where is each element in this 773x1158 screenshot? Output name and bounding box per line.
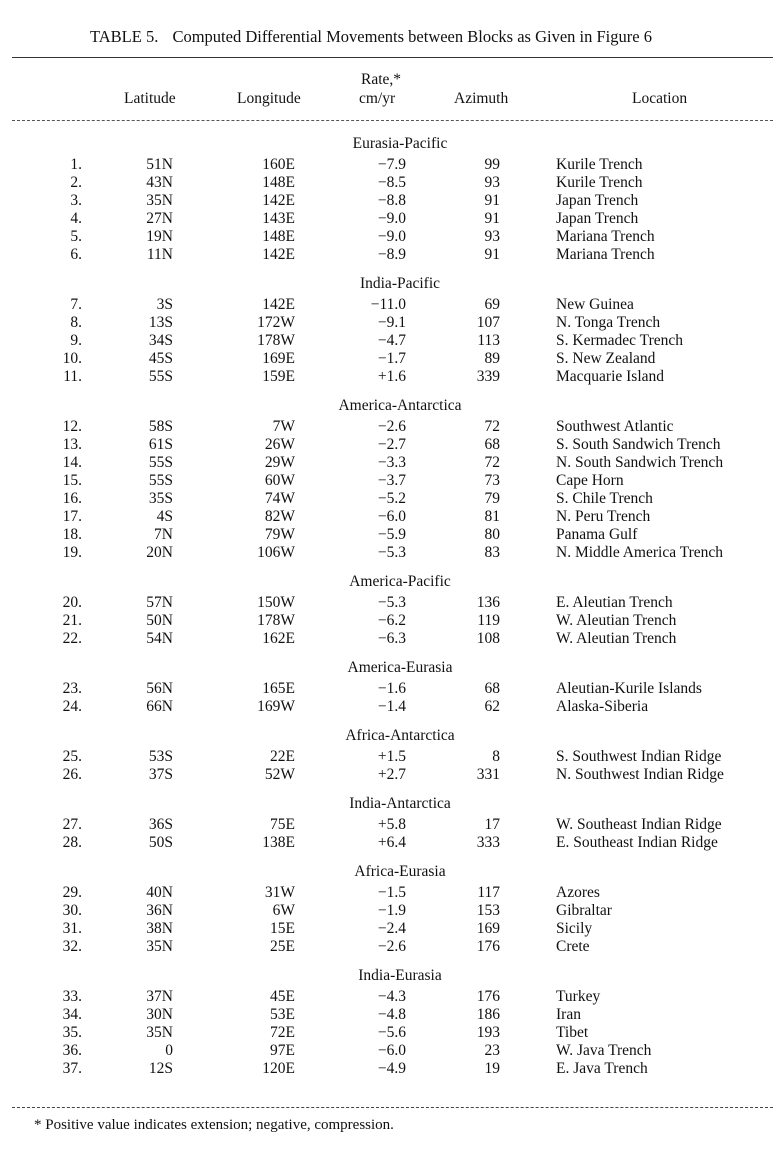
azimuth-cell: 72 <box>484 454 500 471</box>
azimuth-cell: 193 <box>476 1024 500 1041</box>
table-row <box>0 350 773 368</box>
latitude-cell: 0 <box>165 1042 173 1059</box>
table-row <box>0 490 773 508</box>
group-heading-label: India-Eurasia <box>358 967 442 984</box>
table-row <box>0 296 773 314</box>
longitude-cell: 162E <box>262 630 295 647</box>
longitude-cell: 60W <box>264 472 295 489</box>
row-number: 13. <box>62 436 82 453</box>
table-row <box>0 418 773 436</box>
longitude-cell: 150W <box>257 594 295 611</box>
azimuth-cell: 93 <box>484 228 500 245</box>
longitude-cell: 142E <box>262 296 295 313</box>
table-row <box>0 332 773 350</box>
longitude-cell: 79W <box>264 526 295 543</box>
row-number: 30. <box>62 902 82 919</box>
azimuth-cell: 93 <box>484 174 500 191</box>
row-number: 35. <box>62 1024 82 1041</box>
azimuth-cell: 108 <box>476 630 500 647</box>
latitude-cell: 37N <box>146 988 173 1005</box>
azimuth-cell: 186 <box>476 1006 500 1023</box>
group-heading-label: Africa-Eurasia <box>354 863 446 880</box>
rate-cell: −4.9 <box>377 1060 406 1077</box>
table-row <box>0 544 773 562</box>
location-cell: Kurile Trench <box>556 174 643 191</box>
latitude-cell: 19N <box>146 228 173 245</box>
location-cell: W. Aleutian Trench <box>556 630 677 647</box>
location-cell: S. Chile Trench <box>556 490 653 507</box>
header-rule <box>12 120 773 121</box>
rate-cell: −5.2 <box>377 490 406 507</box>
rate-cell: −3.3 <box>377 454 406 471</box>
table-row <box>0 920 773 938</box>
longitude-cell: 106W <box>257 544 295 561</box>
longitude-cell: 138E <box>262 834 295 851</box>
azimuth-cell: 83 <box>484 544 500 561</box>
latitude-cell: 36S <box>148 816 173 833</box>
latitude-cell: 35N <box>146 1024 173 1041</box>
location-cell: Macquarie Island <box>556 368 665 385</box>
azimuth-cell: 99 <box>484 156 500 173</box>
table-row <box>0 368 773 386</box>
rate-cell: −5.9 <box>377 526 406 543</box>
footnote: * Positive value indicates extension; negative, compression. <box>34 1117 394 1133</box>
table-row <box>0 884 773 902</box>
latitude-cell: 56N <box>146 680 173 697</box>
location-cell: N. South Sandwich Trench <box>556 454 724 471</box>
group-heading <box>0 658 773 680</box>
rate-cell: −4.7 <box>377 332 406 349</box>
rate-cell: −7.9 <box>377 156 406 173</box>
rate-cell: +6.4 <box>377 834 406 851</box>
longitude-cell: 6W <box>272 902 295 919</box>
row-number: 19. <box>62 544 82 561</box>
azimuth-cell: 91 <box>484 246 500 263</box>
azimuth-cell: 68 <box>484 680 500 697</box>
group-spacer <box>0 648 773 658</box>
location-cell: S. South Sandwich Trench <box>556 436 721 453</box>
longitude-cell: 142E <box>262 192 295 209</box>
location-cell: W. Aleutian Trench <box>556 612 677 629</box>
group-spacer <box>0 956 773 966</box>
row-number: 32. <box>62 938 82 955</box>
location-cell: Alaska-Siberia <box>556 698 649 715</box>
row-number: 23. <box>62 680 82 697</box>
latitude-cell: 61S <box>148 436 173 453</box>
azimuth-cell: 117 <box>477 884 500 901</box>
longitude-cell: 7W <box>272 418 295 435</box>
azimuth-cell: 331 <box>476 766 500 783</box>
rate-cell: −4.8 <box>377 1006 406 1023</box>
latitude-cell: 3S <box>156 296 173 313</box>
table-row <box>0 748 773 766</box>
table-row <box>0 1006 773 1024</box>
table-row <box>0 816 773 834</box>
row-number: 36. <box>62 1042 82 1059</box>
location-cell: W. Southeast Indian Ridge <box>556 816 722 833</box>
table-row <box>0 988 773 1006</box>
rate-cell: −9.0 <box>377 210 406 227</box>
group-heading-label: Africa-Antarctica <box>345 727 455 744</box>
latitude-cell: 58S <box>148 418 173 435</box>
row-number: 28. <box>62 834 82 851</box>
location-cell: Mariana Trench <box>556 246 655 263</box>
table-label: TABLE 5. <box>90 27 159 46</box>
header-rate: Rate,* <box>361 71 402 88</box>
location-cell: Tibet <box>556 1024 589 1041</box>
location-cell: Gibraltar <box>556 902 612 919</box>
group-heading <box>0 396 773 418</box>
table-row <box>0 174 773 192</box>
rate-cell: −9.0 <box>377 228 406 245</box>
group-spacer <box>0 562 773 572</box>
rate-cell: −1.7 <box>377 350 406 367</box>
location-cell: N. Middle America Trench <box>556 544 724 561</box>
row-number: 21. <box>62 612 82 629</box>
azimuth-cell: 136 <box>476 594 500 611</box>
location-cell: Crete <box>556 938 590 955</box>
row-number: 24. <box>62 698 82 715</box>
longitude-cell: 142E <box>262 246 295 263</box>
table-row <box>0 1060 773 1078</box>
rate-cell: −6.0 <box>377 508 406 525</box>
location-cell: Mariana Trench <box>556 228 655 245</box>
longitude-cell: 148E <box>262 174 295 191</box>
azimuth-cell: 19 <box>484 1060 500 1077</box>
header-longitude: Longitude <box>237 90 301 107</box>
table-row <box>0 472 773 490</box>
table-row <box>0 902 773 920</box>
azimuth-cell: 176 <box>476 988 500 1005</box>
table-row <box>0 210 773 228</box>
longitude-cell: 165E <box>262 680 295 697</box>
rate-cell: −3.7 <box>377 472 406 489</box>
longitude-cell: 172W <box>257 314 295 331</box>
latitude-cell: 11N <box>146 246 173 263</box>
group-heading-label: Eurasia-Pacific <box>352 135 448 152</box>
azimuth-cell: 113 <box>477 332 500 349</box>
row-number: 9. <box>70 332 82 349</box>
row-number: 11. <box>63 368 82 385</box>
group-heading-label: America-Antarctica <box>338 397 462 414</box>
group-spacer <box>0 784 773 794</box>
table-row <box>0 766 773 784</box>
azimuth-cell: 176 <box>476 938 500 955</box>
table-row <box>0 314 773 332</box>
azimuth-cell: 153 <box>476 902 500 919</box>
location-cell: N. Southwest Indian Ridge <box>556 766 724 783</box>
azimuth-cell: 23 <box>484 1042 500 1059</box>
table-row <box>0 156 773 174</box>
table-row <box>0 1024 773 1042</box>
azimuth-cell: 339 <box>476 368 500 385</box>
table-row <box>0 228 773 246</box>
row-number: 37. <box>62 1060 82 1077</box>
azimuth-cell: 333 <box>476 834 500 851</box>
azimuth-cell: 68 <box>484 436 500 453</box>
row-number: 4. <box>70 210 82 227</box>
location-cell: New Guinea <box>556 296 634 313</box>
rate-cell: +1.6 <box>377 368 406 385</box>
latitude-cell: 57N <box>146 594 173 611</box>
row-number: 34. <box>62 1006 82 1023</box>
group-heading-label: India-Pacific <box>359 275 441 292</box>
longitude-cell: 72E <box>270 1024 295 1041</box>
table-row <box>0 1042 773 1060</box>
location-cell: S. Kermadec Trench <box>556 332 683 349</box>
latitude-cell: 55S <box>148 454 173 471</box>
location-cell: Azores <box>556 884 600 901</box>
latitude-cell: 66N <box>146 698 173 715</box>
rate-cell: −9.1 <box>377 314 406 331</box>
location-cell: E. Aleutian Trench <box>556 594 673 611</box>
row-number: 6. <box>70 246 82 263</box>
row-number: 25. <box>62 748 82 765</box>
longitude-cell: 15E <box>270 920 295 937</box>
latitude-cell: 43N <box>146 174 173 191</box>
row-number: 8. <box>70 314 82 331</box>
latitude-cell: 54N <box>146 630 173 647</box>
group-heading <box>0 862 773 884</box>
azimuth-cell: 8 <box>492 748 500 765</box>
table-row <box>0 834 773 852</box>
location-cell: Southwest Atlantic <box>556 418 674 435</box>
latitude-cell: 55S <box>148 472 173 489</box>
rate-cell: −2.7 <box>377 436 406 453</box>
location-cell: N. Peru Trench <box>556 508 651 525</box>
latitude-cell: 55S <box>148 368 173 385</box>
row-number: 20. <box>62 594 82 611</box>
latitude-cell: 12S <box>148 1060 173 1077</box>
table-row <box>0 246 773 264</box>
longitude-cell: 178W <box>257 612 295 629</box>
row-number: 26. <box>62 766 82 783</box>
row-number: 14. <box>62 454 82 471</box>
rate-cell: −11.0 <box>370 296 406 313</box>
header-latitude: Latitude <box>124 90 176 107</box>
rate-cell: −2.6 <box>377 938 406 955</box>
rate-cell: −2.6 <box>377 418 406 435</box>
row-number: 29. <box>62 884 82 901</box>
location-cell: N. Tonga Trench <box>556 314 661 331</box>
longitude-cell: 169E <box>262 350 295 367</box>
group-heading <box>0 726 773 748</box>
longitude-cell: 52W <box>264 766 295 783</box>
row-number: 7. <box>70 296 82 313</box>
row-number: 10. <box>62 350 82 367</box>
location-cell: E. Southeast Indian Ridge <box>556 834 718 851</box>
longitude-cell: 148E <box>262 228 295 245</box>
rate-cell: −1.5 <box>377 884 406 901</box>
rate-cell: −8.8 <box>377 192 406 209</box>
row-number: 22. <box>62 630 82 647</box>
row-number: 12. <box>62 418 82 435</box>
row-number: 18. <box>62 526 82 543</box>
rate-cell: −5.3 <box>377 594 406 611</box>
row-number: 5. <box>70 228 82 245</box>
rate-cell: −1.4 <box>377 698 406 715</box>
longitude-cell: 26W <box>264 436 295 453</box>
rate-cell: −8.9 <box>377 246 406 263</box>
longitude-cell: 25E <box>270 938 295 955</box>
rate-cell: −8.5 <box>377 174 406 191</box>
group-heading <box>0 794 773 816</box>
azimuth-cell: 91 <box>484 192 500 209</box>
location-cell: E. Java Trench <box>556 1060 648 1077</box>
azimuth-cell: 62 <box>484 698 500 715</box>
table-row <box>0 192 773 210</box>
longitude-cell: 178W <box>257 332 295 349</box>
longitude-cell: 82W <box>264 508 295 525</box>
group-spacer <box>0 852 773 862</box>
group-spacer <box>0 264 773 274</box>
azimuth-cell: 69 <box>484 296 500 313</box>
latitude-cell: 30N <box>146 1006 173 1023</box>
latitude-cell: 51N <box>146 156 173 173</box>
location-cell: S. New Zealand <box>556 350 656 367</box>
table-row <box>0 508 773 526</box>
latitude-cell: 13S <box>148 314 173 331</box>
azimuth-cell: 79 <box>484 490 500 507</box>
location-cell: W. Java Trench <box>556 1042 652 1059</box>
group-heading <box>0 134 773 156</box>
location-cell: Aleutian-Kurile Islands <box>556 680 702 697</box>
longitude-cell: 53E <box>270 1006 295 1023</box>
azimuth-cell: 17 <box>484 816 500 833</box>
row-number: 33. <box>62 988 82 1005</box>
row-number: 3. <box>70 192 82 209</box>
group-heading-label: India-Antarctica <box>349 795 451 812</box>
latitude-cell: 45S <box>148 350 173 367</box>
rate-cell: +5.8 <box>377 816 406 833</box>
azimuth-cell: 91 <box>484 210 500 227</box>
azimuth-cell: 81 <box>484 508 500 525</box>
table-row <box>0 454 773 472</box>
table-row <box>0 612 773 630</box>
rate-cell: −5.6 <box>377 1024 406 1041</box>
location-cell: Kurile Trench <box>556 156 643 173</box>
latitude-cell: 40N <box>146 884 173 901</box>
latitude-cell: 35N <box>146 192 173 209</box>
rate-cell: −6.2 <box>377 612 406 629</box>
latitude-cell: 34S <box>148 332 173 349</box>
latitude-cell: 35S <box>148 490 173 507</box>
top-rule <box>12 57 773 58</box>
azimuth-cell: 89 <box>484 350 500 367</box>
row-number: 2. <box>70 174 82 191</box>
latitude-cell: 53S <box>148 748 173 765</box>
longitude-cell: 31W <box>264 884 295 901</box>
latitude-cell: 20N <box>146 544 173 561</box>
table-row <box>0 680 773 698</box>
table-row <box>0 594 773 612</box>
longitude-cell: 29W <box>264 454 295 471</box>
longitude-cell: 143E <box>262 210 295 227</box>
table-body <box>0 134 773 1078</box>
group-heading-label: America-Eurasia <box>347 659 453 676</box>
row-number: 31. <box>62 920 82 937</box>
table-caption: Computed Differential Movements between Blocks as Given in Figure 6 <box>172 27 652 46</box>
azimuth-cell: 107 <box>476 314 500 331</box>
group-spacer <box>0 386 773 396</box>
longitude-cell: 120E <box>262 1060 295 1077</box>
table-title <box>90 27 770 47</box>
azimuth-cell: 80 <box>484 526 500 543</box>
latitude-cell: 38N <box>146 920 173 937</box>
table-row <box>0 630 773 648</box>
latitude-cell: 50S <box>148 834 173 851</box>
latitude-cell: 27N <box>146 210 173 227</box>
longitude-cell: 74W <box>264 490 295 507</box>
row-number: 27. <box>62 816 82 833</box>
azimuth-cell: 119 <box>477 612 500 629</box>
azimuth-cell: 72 <box>484 418 500 435</box>
location-cell: Iran <box>556 1006 581 1023</box>
bottom-rule <box>12 1107 773 1108</box>
longitude-cell: 75E <box>270 816 295 833</box>
rate-cell: −4.3 <box>377 988 406 1005</box>
row-number: 15. <box>62 472 82 489</box>
table-row <box>0 526 773 544</box>
longitude-cell: 159E <box>262 368 295 385</box>
longitude-cell: 97E <box>270 1042 295 1059</box>
latitude-cell: 36N <box>146 902 173 919</box>
rate-cell: −5.3 <box>377 544 406 561</box>
latitude-cell: 7N <box>154 526 173 543</box>
group-heading <box>0 572 773 594</box>
location-cell: Japan Trench <box>556 210 639 227</box>
rate-cell: −1.9 <box>377 902 406 919</box>
latitude-cell: 50N <box>146 612 173 629</box>
location-cell: Panama Gulf <box>556 526 638 543</box>
location-cell: Turkey <box>556 988 601 1005</box>
rate-cell: −1.6 <box>377 680 406 697</box>
latitude-cell: 37S <box>148 766 173 783</box>
longitude-cell: 169W <box>257 698 295 715</box>
row-number: 17. <box>62 508 82 525</box>
rate-cell: +1.5 <box>377 748 406 765</box>
table-row <box>0 436 773 454</box>
table-row <box>0 938 773 956</box>
rate-cell: −2.4 <box>377 920 406 937</box>
location-cell: S. Southwest Indian Ridge <box>556 748 722 765</box>
latitude-cell: 35N <box>146 938 173 955</box>
longitude-cell: 22E <box>270 748 295 765</box>
header-location: Location <box>632 90 688 107</box>
group-heading <box>0 966 773 988</box>
rate-cell: −6.0 <box>377 1042 406 1059</box>
location-cell: Cape Horn <box>556 472 624 489</box>
rate-cell: −6.3 <box>377 630 406 647</box>
rate-cell: +2.7 <box>377 766 406 783</box>
longitude-cell: 160E <box>262 156 295 173</box>
row-number: 16. <box>62 490 82 507</box>
table-row <box>0 698 773 716</box>
group-spacer <box>0 716 773 726</box>
location-cell: Sicily <box>556 920 593 937</box>
latitude-cell: 4S <box>156 508 173 525</box>
azimuth-cell: 169 <box>476 920 500 937</box>
azimuth-cell: 73 <box>484 472 500 489</box>
longitude-cell: 45E <box>270 988 295 1005</box>
row-number: 1. <box>70 156 82 173</box>
header-azimuth: Azimuth <box>454 90 509 107</box>
header-rate-units: cm/yr <box>359 90 396 107</box>
location-cell: Japan Trench <box>556 192 639 209</box>
group-heading-label: America-Pacific <box>349 573 451 590</box>
group-heading <box>0 274 773 296</box>
